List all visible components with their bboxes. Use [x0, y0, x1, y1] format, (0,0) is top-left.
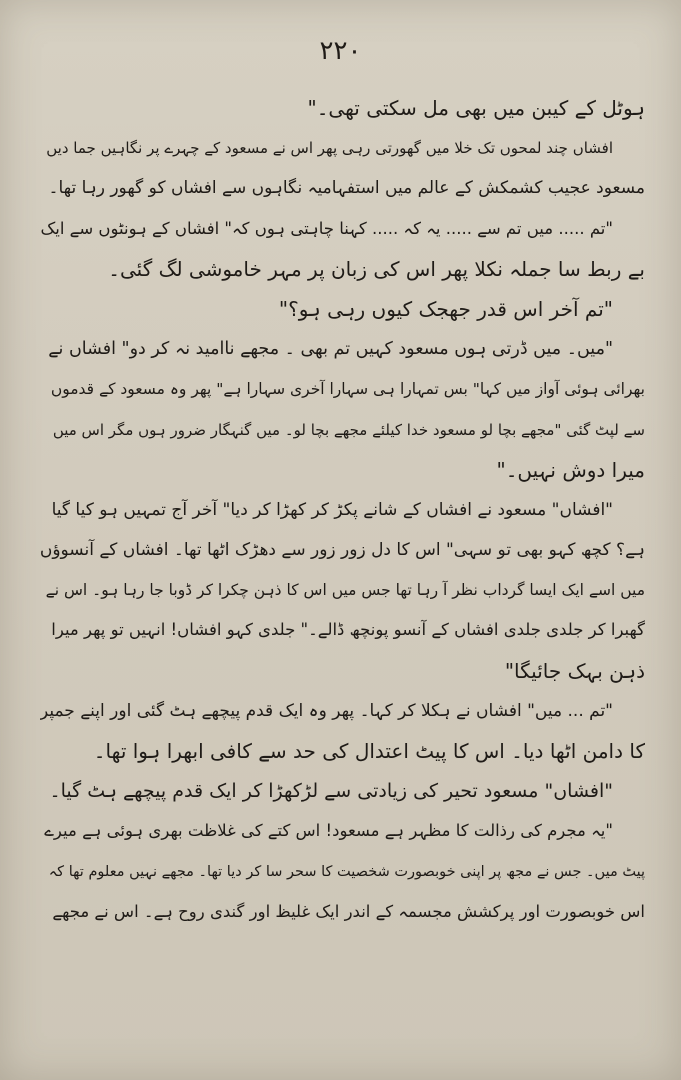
text-line: افشاں چند لمحوں تک خلا میں گھورتی رہی پھر اس نے مسعود کے چہرے پر نگاہیں جما دیں	[46, 139, 613, 158]
text-line: ہے؟ کچھ کہو بھی تو سہی" اس کا دل زور زور سے دھڑک اٹھا تھا۔ افشاں کے آنسوؤں	[40, 540, 645, 561]
text-line: "یہ مجرم کی رذالت کا مظہر ہے مسعود! اس کتے کی غلاظت بھری ہوئی ہے میرے	[44, 821, 613, 841]
text-line: "میں۔ میں ڈرتی ہوں مسعود کہیں تم بھی ۔ مجھے ناامید نہ کر دو" افشاں نے	[48, 339, 613, 360]
text-line: "افشاں" مسعود تحیر کی زیادتی سے لڑکھڑا کر ایک قدم پیچھے ہٹ گیا۔	[49, 780, 613, 803]
text-line: "تم ..... میں تم سے ..... یہ کہ ..... کہنا چاہتی ہوں کہ" افشاں کے ہونٹوں سے ایک	[40, 218, 613, 238]
text-line: گھبرا کر جلدی جلدی افشاں کے آنسو پونچھ ڈالے۔" جلدی کہو افشاں! انہیں تو پھر میرا	[51, 620, 645, 640]
page-number: ۲۲۰	[319, 36, 362, 66]
text-line: "تم ... میں" افشاں نے ہکلا کر کہا۔ پھر وہ ایک قدم پیچھے ہٹ گئی اور اپنے جمپر	[40, 700, 613, 721]
text-line: "افشاں" مسعود نے افشاں کے شانے پکڑ کر کھڑا کر دیا" آخر آج تمہیں ہو کیا گیا	[51, 499, 613, 520]
text-line: میرا دوش نہیں۔"	[496, 457, 645, 482]
text-line: بے ربط سا جملہ نکلا پھر اس کی زبان پر مہر خاموشی لگ گئی۔	[108, 256, 645, 281]
text-line: ہوٹل کے کیبن میں بھی مل سکتی تھی۔"	[307, 96, 645, 120]
text-line: مسعود عجیب کشمکش کے عالم میں استفہامیہ نگاہوں سے افشاں کو گھور رہا تھا۔	[48, 178, 645, 199]
text-line: میں اسے ایک ایسا گرداب نظر آ رہا تھا جس میں اس کا ذہن چکرا کر ڈوبا جا رہا ہو۔ اس نے	[45, 581, 645, 600]
text-line: بھرائی ہوئی آواز میں کہا" بس تمہارا ہی سہارا آخری سہارا ہے" پھر وہ مسعود کے قدموں	[50, 380, 645, 399]
page-text-block	[40, 88, 645, 932]
text-line: اس خوبصورت اور پرکشش مجسمہ کے اندر ایک غلیظ اور گندی روح ہے۔ اس نے مجھے	[52, 901, 645, 921]
text-line: سے لپٹ گئی "مجھے بچا لو مسعود خدا کیلئے مجھے بچا لو۔ میں گنہگار ضرور ہوں مگر اس میں	[52, 420, 645, 439]
text-line: ذہن بہک جائیگا"	[504, 658, 645, 683]
text-line: "تم آخر اس قدر جھجک کیوں رہی ہو؟"	[278, 296, 613, 321]
text-line: پیٹ میں۔ جس نے مجھ پر اپنی خوبصورت شخصیت کا سحر سا کر دیا تھا۔ مجھے نہیں معلوم تھا کہ	[48, 863, 645, 880]
text-line: کا دامن اٹھا دیا۔ اس کا پیٹ اعتدال کی حد سے کافی ابھرا ہوا تھا۔	[93, 739, 645, 763]
